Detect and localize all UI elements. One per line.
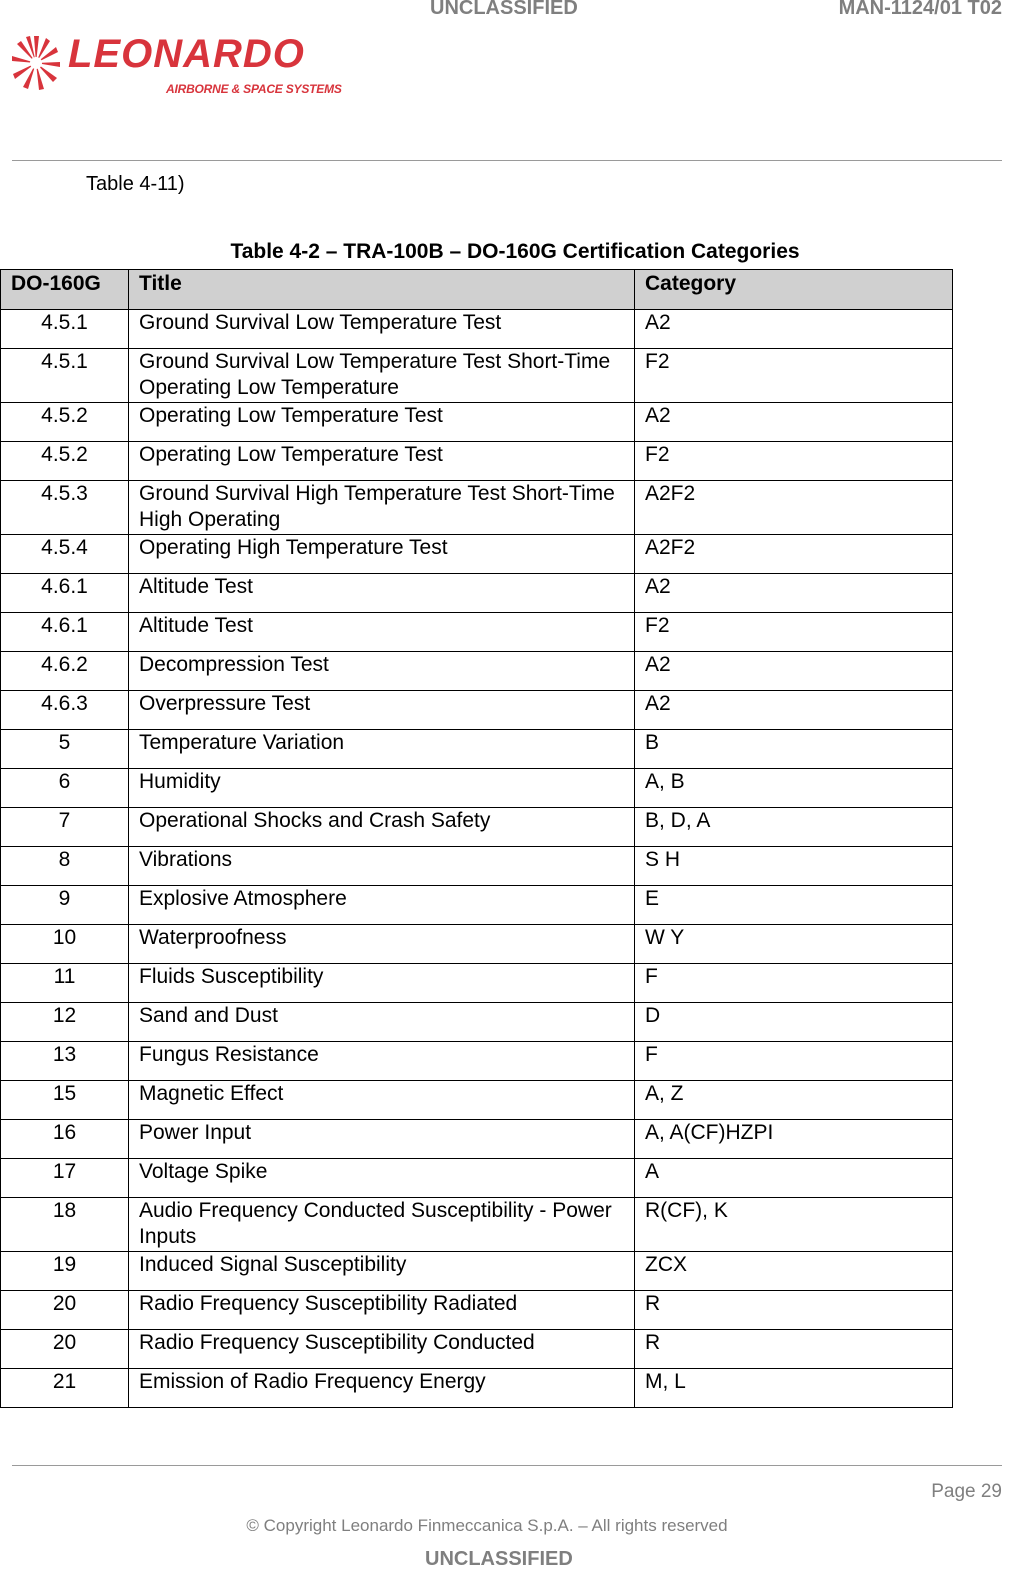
cell-category: F2 — [635, 349, 953, 403]
table-row — [1, 1291, 953, 1330]
header-divider — [12, 160, 1002, 161]
table-body — [1, 310, 953, 1408]
cell-title: Radio Frequency Susceptibility Conducted — [129, 1330, 635, 1369]
table-row — [1, 808, 953, 847]
table-row — [1, 1252, 953, 1291]
cell-title: Ground Survival Low Temperature Test Short-Time Operating Low Temperature — [129, 349, 635, 403]
table-row — [1, 442, 953, 481]
cell-title: Altitude Test — [129, 574, 635, 613]
cell-category: A2 — [635, 574, 953, 613]
table-row — [1, 349, 953, 403]
cell-title: Overpressure Test — [129, 691, 635, 730]
table-row — [1, 769, 953, 808]
cell-category: D — [635, 1003, 953, 1042]
cell-category: A — [635, 1159, 953, 1198]
table-row — [1, 1042, 953, 1081]
cell-title: Ground Survival High Temperature Test Short-Time High Operating — [129, 481, 635, 535]
cell-title: Explosive Atmosphere — [129, 886, 635, 925]
header-doc-number: MAN-1124/01 T02 — [838, 0, 1002, 19]
cell-do160g: 10 — [1, 925, 129, 964]
cell-category: B, D, A — [635, 808, 953, 847]
cell-category: R — [635, 1291, 953, 1330]
cell-category: F — [635, 964, 953, 1003]
leonardo-logo — [10, 30, 340, 100]
cell-title: Operating Low Temperature Test — [129, 442, 635, 481]
footer-divider — [12, 1465, 1002, 1466]
cell-category: ZCX — [635, 1252, 953, 1291]
table-header-row — [1, 270, 953, 310]
cell-do160g: 4.5.1 — [1, 349, 129, 403]
cell-category: A, B — [635, 769, 953, 808]
header-do160g: DO-160G — [1, 270, 129, 310]
cell-do160g: 4.5.3 — [1, 481, 129, 535]
table-caption: Table 4-2 – TRA-100B – DO-160G Certification Categories — [230, 240, 800, 263]
table-row — [1, 1081, 953, 1120]
cell-category: F2 — [635, 613, 953, 652]
table-row — [1, 481, 953, 535]
cell-do160g: 12 — [1, 1003, 129, 1042]
cell-title: Sand and Dust — [129, 1003, 635, 1042]
cell-do160g: 17 — [1, 1159, 129, 1198]
cell-category: A, A(CF)HZPI — [635, 1120, 953, 1159]
cell-title: Radio Frequency Susceptibility Radiated — [129, 1291, 635, 1330]
cell-category: A2 — [635, 403, 953, 442]
table-row — [1, 1198, 953, 1252]
cell-title: Waterproofness — [129, 925, 635, 964]
cell-title: Magnetic Effect — [129, 1081, 635, 1120]
cell-do160g: 11 — [1, 964, 129, 1003]
cell-do160g: 13 — [1, 1042, 129, 1081]
cell-title: Audio Frequency Conducted Susceptibility - Power Inputs — [129, 1198, 635, 1252]
certification-table — [0, 269, 953, 1408]
cell-category: F — [635, 1042, 953, 1081]
cell-title: Emission of Radio Frequency Energy — [129, 1369, 635, 1408]
table-row — [1, 691, 953, 730]
cell-title: Operating Low Temperature Test — [129, 403, 635, 442]
footer-classification: UNCLASSIFIED — [425, 1548, 573, 1570]
cell-title: Induced Signal Susceptibility — [129, 1252, 635, 1291]
table-row — [1, 964, 953, 1003]
cell-do160g: 21 — [1, 1369, 129, 1408]
cell-do160g: 18 — [1, 1198, 129, 1252]
cell-do160g: 20 — [1, 1330, 129, 1369]
cell-category: R(CF), K — [635, 1198, 953, 1252]
cell-title: Fungus Resistance — [129, 1042, 635, 1081]
cell-do160g: 8 — [1, 847, 129, 886]
cell-title: Operating High Temperature Test — [129, 535, 635, 574]
intro-text: Table 4-11) — [86, 173, 185, 195]
cell-do160g: 6 — [1, 769, 129, 808]
table-row — [1, 847, 953, 886]
table-row — [1, 1369, 953, 1408]
cell-category: E — [635, 886, 953, 925]
cell-category: A2 — [635, 310, 953, 349]
cell-title: Altitude Test — [129, 613, 635, 652]
cell-do160g: 4.5.2 — [1, 442, 129, 481]
cell-category: B — [635, 730, 953, 769]
cell-title: Voltage Spike — [129, 1159, 635, 1198]
cell-title: Ground Survival Low Temperature Test — [129, 310, 635, 349]
cell-category: R — [635, 1330, 953, 1369]
table-row — [1, 403, 953, 442]
cell-category: F2 — [635, 442, 953, 481]
table-row — [1, 1159, 953, 1198]
cell-do160g: 4.5.2 — [1, 403, 129, 442]
logo-subtitle: AIRBORNE & SPACE SYSTEMS — [166, 82, 342, 96]
cell-do160g: 5 — [1, 730, 129, 769]
cell-category: A2F2 — [635, 535, 953, 574]
cell-do160g: 20 — [1, 1291, 129, 1330]
table-row — [1, 613, 953, 652]
cell-title: Temperature Variation — [129, 730, 635, 769]
header-title: Title — [129, 270, 635, 310]
header-category: Category — [635, 270, 953, 310]
table-row — [1, 535, 953, 574]
table-row — [1, 886, 953, 925]
cell-do160g: 15 — [1, 1081, 129, 1120]
cell-do160g: 4.6.1 — [1, 613, 129, 652]
cell-category: A, Z — [635, 1081, 953, 1120]
logo-wordmark: LEONARDO — [68, 32, 305, 76]
table-row — [1, 925, 953, 964]
cell-category: S H — [635, 847, 953, 886]
cell-do160g: 4.6.2 — [1, 652, 129, 691]
table-row — [1, 1003, 953, 1042]
cell-do160g: 9 — [1, 886, 129, 925]
cell-category: A2 — [635, 691, 953, 730]
cell-title: Power Input — [129, 1120, 635, 1159]
cell-category: M, L — [635, 1369, 953, 1408]
cell-do160g: 4.6.1 — [1, 574, 129, 613]
table-row — [1, 310, 953, 349]
cell-title: Decompression Test — [129, 652, 635, 691]
cell-do160g: 7 — [1, 808, 129, 847]
leonardo-star-icon — [10, 32, 62, 94]
cell-title: Fluids Susceptibility — [129, 964, 635, 1003]
cell-do160g: 16 — [1, 1120, 129, 1159]
cell-category: W Y — [635, 925, 953, 964]
cell-title: Humidity — [129, 769, 635, 808]
table-row — [1, 1120, 953, 1159]
cell-do160g: 4.5.4 — [1, 535, 129, 574]
table-row — [1, 1330, 953, 1369]
table-row — [1, 652, 953, 691]
cell-do160g: 19 — [1, 1252, 129, 1291]
table-row — [1, 574, 953, 613]
page-number: Page 29 — [931, 1481, 1002, 1502]
copyright-notice: © Copyright Leonardo Finmeccanica S.p.A. – All rights reserved — [246, 1516, 728, 1535]
header-classification: UNCLASSIFIED — [430, 0, 578, 19]
cell-title: Vibrations — [129, 847, 635, 886]
cell-do160g: 4.6.3 — [1, 691, 129, 730]
table-row — [1, 730, 953, 769]
cell-category: A2F2 — [635, 481, 953, 535]
cell-category: A2 — [635, 652, 953, 691]
cell-title: Operational Shocks and Crash Safety — [129, 808, 635, 847]
cell-do160g: 4.5.1 — [1, 310, 129, 349]
